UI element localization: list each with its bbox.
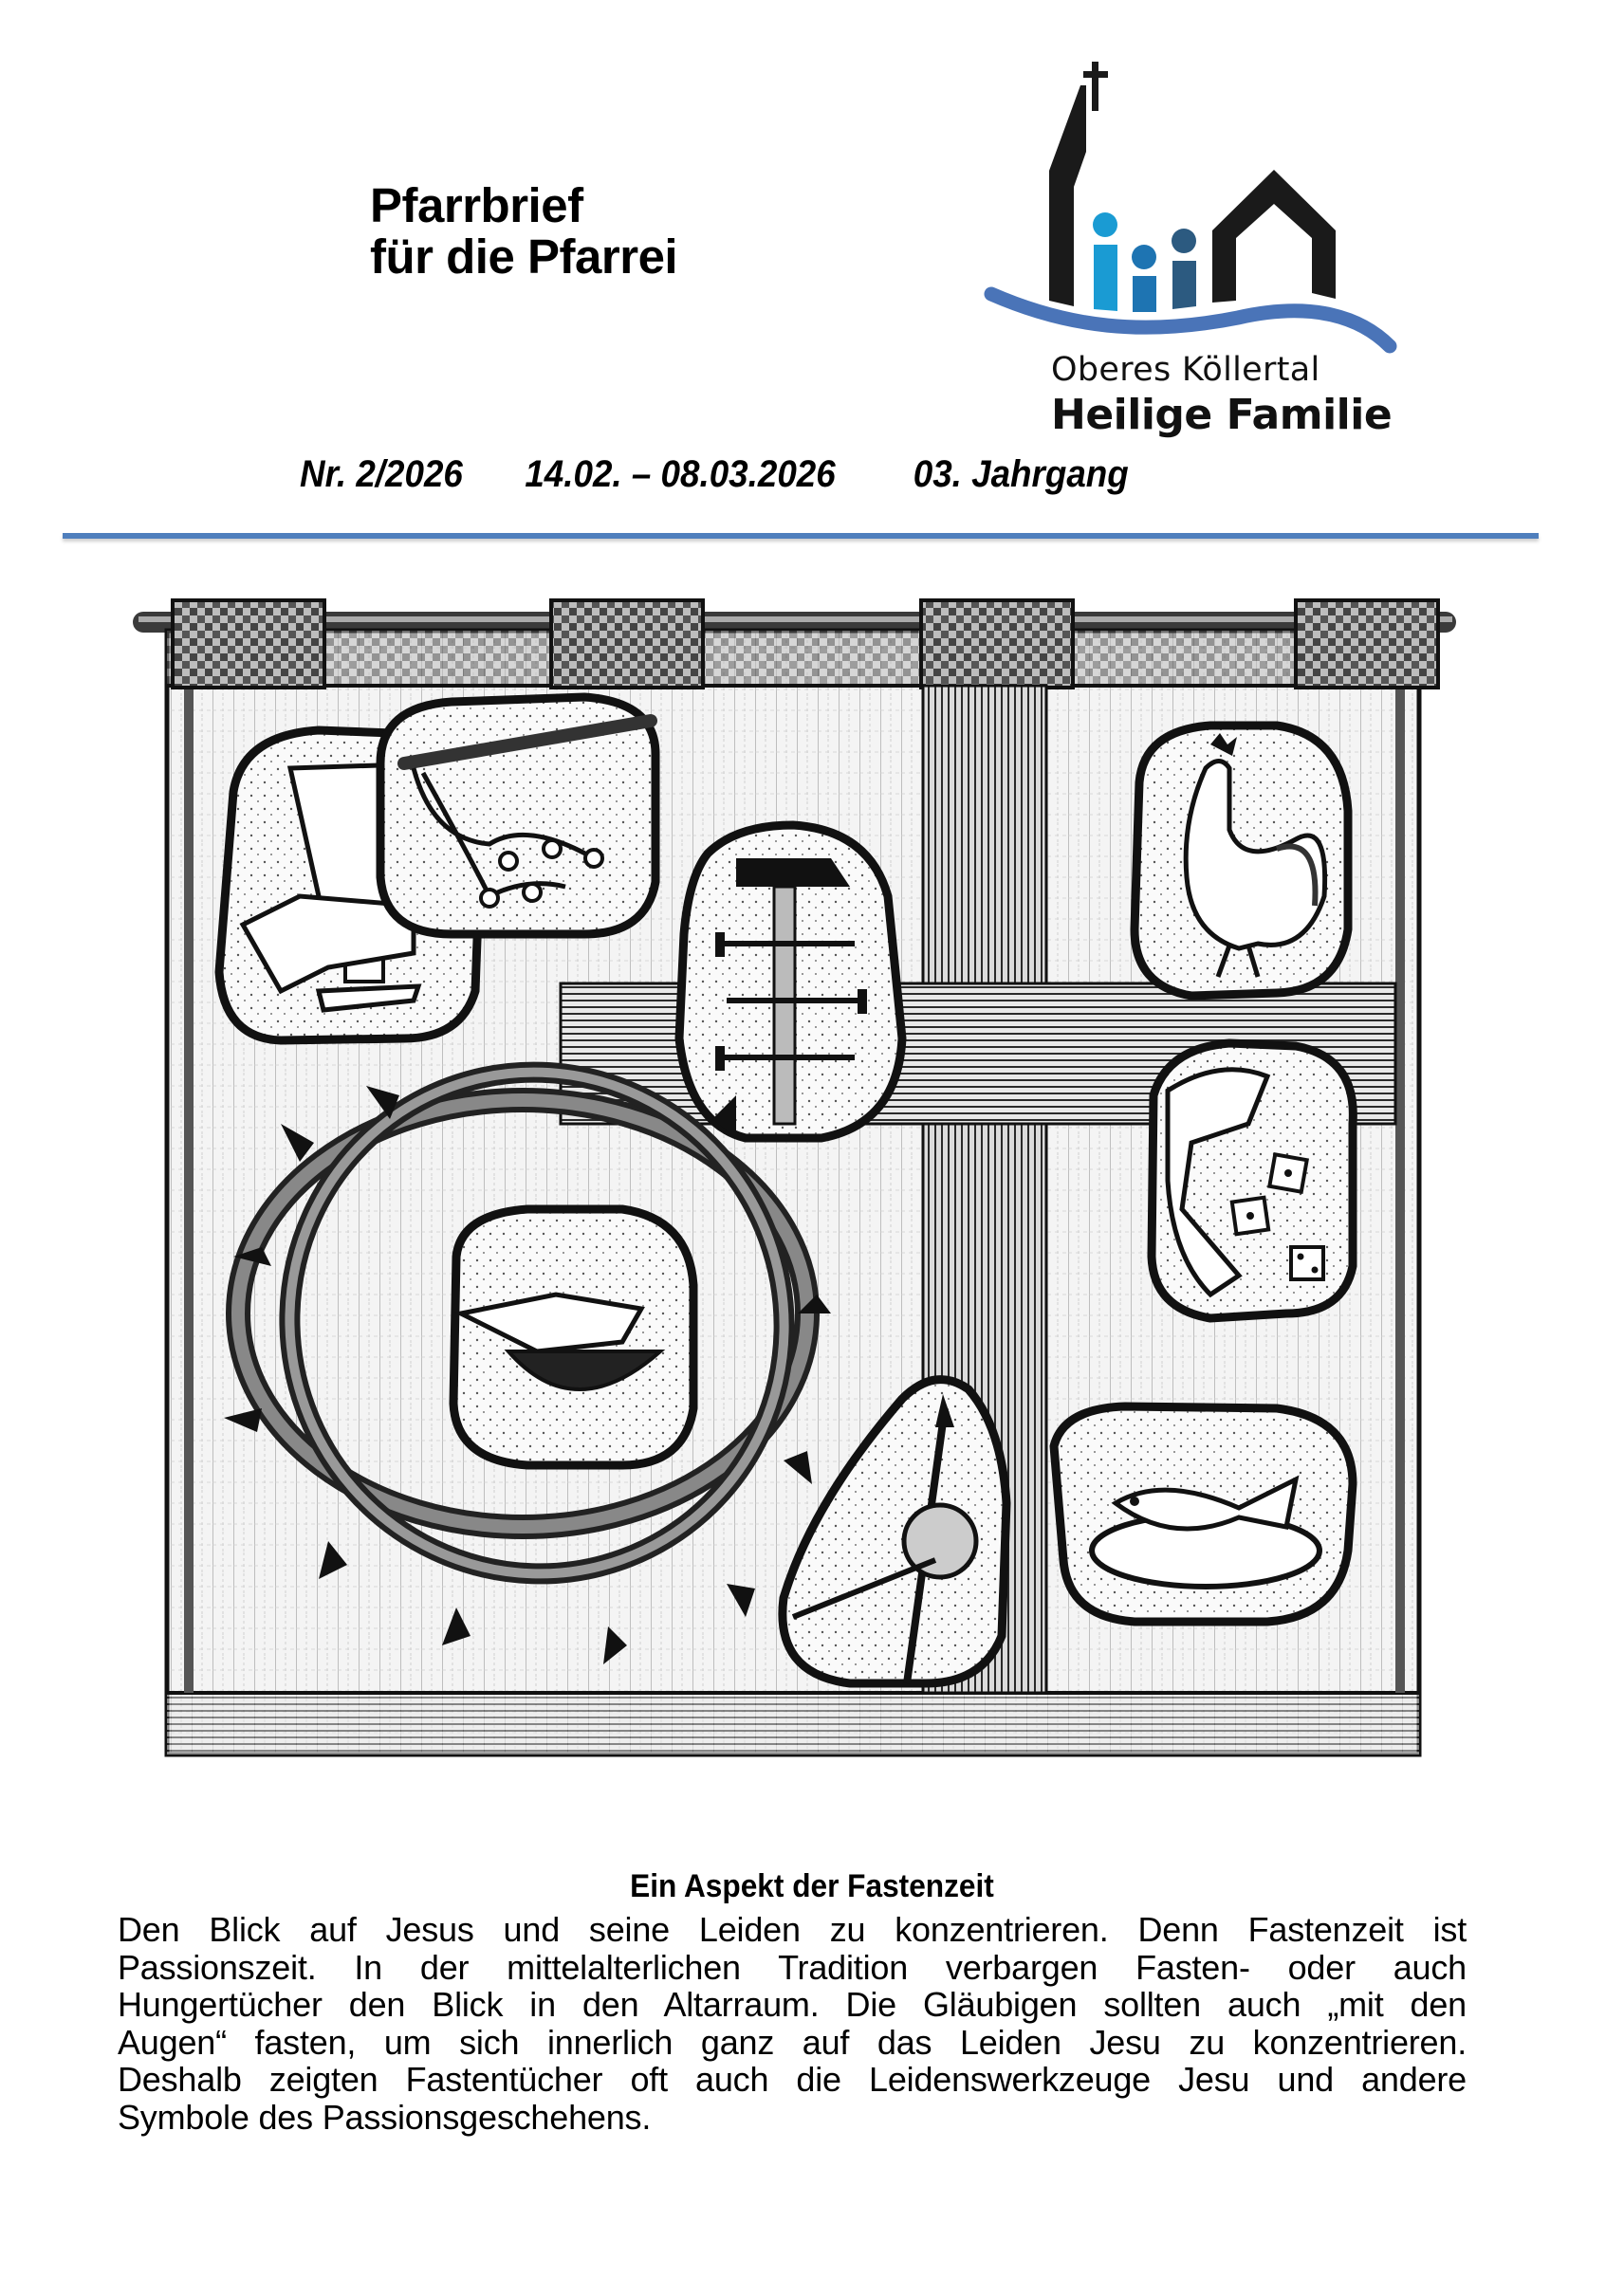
issue-volume: 03. Jahrgang <box>913 453 1129 495</box>
church-family-logo-icon <box>953 52 1442 356</box>
article-line: Symbole des Passionsgeschehens. <box>118 2097 652 2137</box>
title-line-2: für die Pfarrei <box>370 230 678 284</box>
parish-logo <box>953 52 1442 446</box>
article-body <box>118 1911 1467 2136</box>
article-line: Hungertücher den Blick in den Altarraum. Die Gläubigen sollten auch „mit den <box>118 1985 1467 2024</box>
logo-parish-name: Heilige Familie <box>1051 391 1393 439</box>
article-line: Deshalb zeigten Fastentücher oft auch die Leidenswerkzeuge Jesu und andere <box>118 2060 1467 2099</box>
cross-icon <box>1083 62 1108 111</box>
scourge-whip-icon <box>380 697 655 934</box>
hammer-and-nails-icon <box>679 825 902 1138</box>
article-heading: Ein Aspekt der Fastenzeit <box>630 1868 994 1904</box>
logo-subtitle: Oberes Köllertal <box>1051 351 1320 389</box>
washing-hands-bowl-icon <box>453 1209 693 1465</box>
fish-on-plate-icon <box>1054 1406 1353 1622</box>
church-icon <box>1049 85 1086 306</box>
article-line: Den Blick auf Jesus und seine Leiden zu konzentrieren. Denn Fastenzeit ist <box>118 1910 1467 1949</box>
robe-and-dice-icon <box>1152 1043 1353 1318</box>
rooster-icon <box>1135 726 1348 996</box>
issue-number: Nr. 2/2026 <box>300 453 463 495</box>
article-line: Augen“ fasten, um sich innerlich ganz auf das Leiden Jesu zu konzentrieren. <box>118 2022 1467 2062</box>
title-line-1: Pfarrbrief <box>370 178 583 232</box>
lenten-cloth-illustration <box>129 593 1462 1773</box>
issue-date-range: 14.02. – 08.03.2026 <box>525 453 836 495</box>
article-line: Passionszeit. In der mittelalterlichen Tradition verbargen Fasten- oder auch <box>118 1947 1467 1987</box>
header-divider <box>63 533 1539 539</box>
newsletter-title <box>370 180 677 283</box>
family-figures-icon <box>1093 212 1196 312</box>
issue-info <box>300 453 1129 496</box>
house-icon <box>1212 170 1336 303</box>
